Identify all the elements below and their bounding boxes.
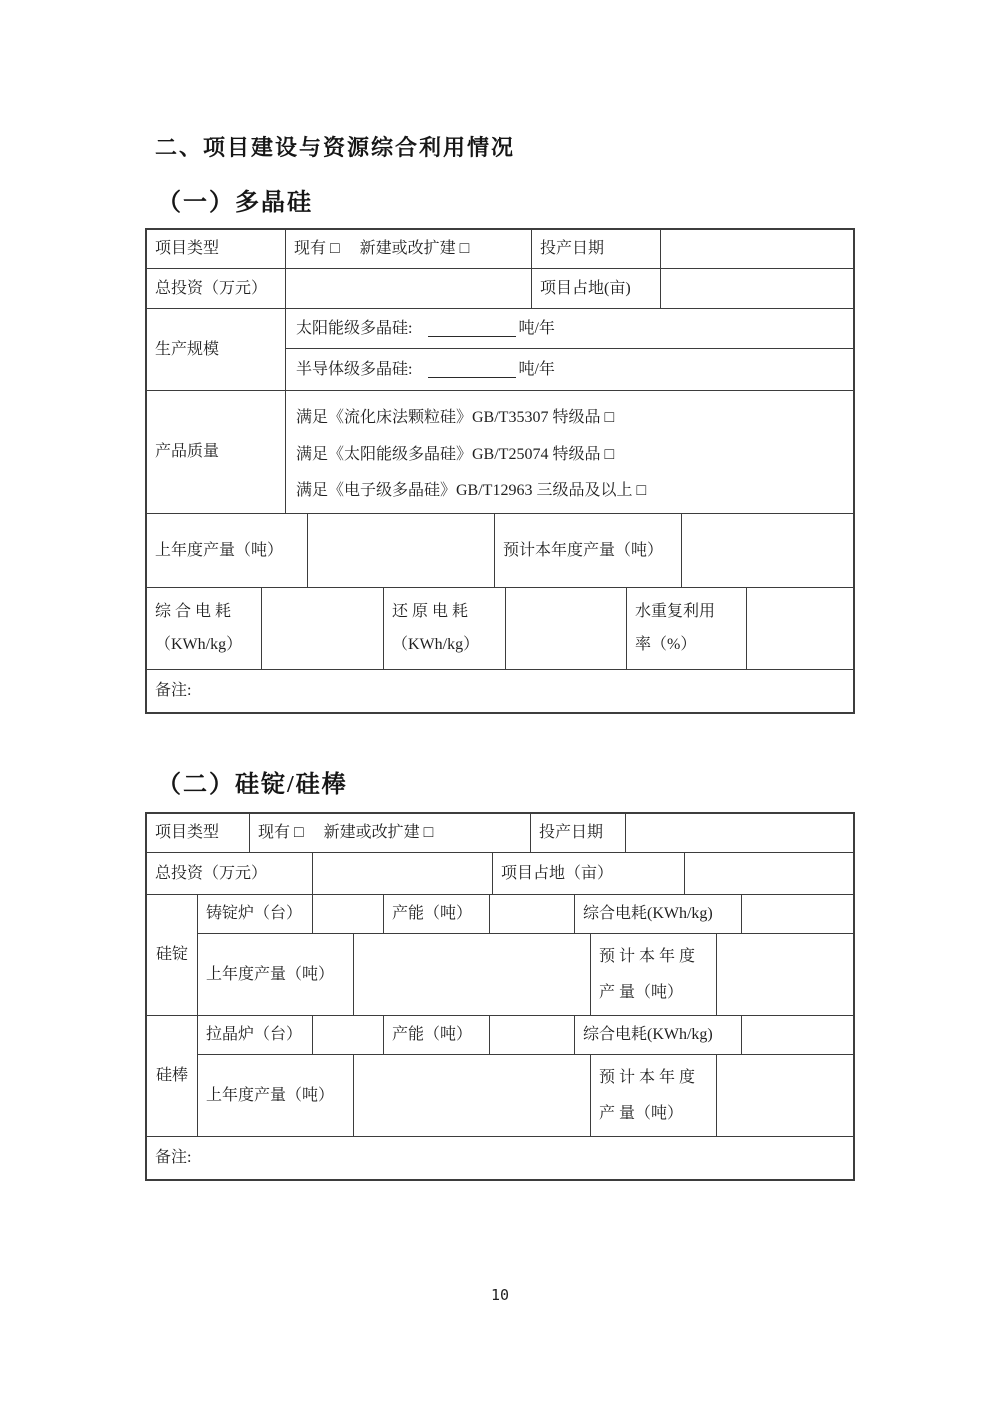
page-title: 二、项目建设与资源综合利用情况 xyxy=(155,135,516,160)
ingot-capacity-value-cell xyxy=(490,895,575,933)
ingot-band-label: 硅锭 xyxy=(147,895,198,1015)
ingot-band-content xyxy=(198,895,853,1015)
ingot-rod-table xyxy=(145,812,855,1181)
table-row xyxy=(147,853,853,895)
table-row xyxy=(198,895,853,934)
land-label: 项目占地（亩） xyxy=(493,853,685,894)
notes-label: 备注: xyxy=(155,682,192,700)
est-output-label: 预计本年度产量（吨） xyxy=(495,514,682,587)
product-quality-label: 产品质量 xyxy=(147,391,286,513)
comprehensive-energy-value-cell xyxy=(262,588,384,669)
project-type-label: 项目类型 xyxy=(147,230,286,268)
section2-title: （二）硅锭/硅棒 xyxy=(157,772,348,798)
ingot-est-output-line1: 预 计 本 年 度 xyxy=(599,947,696,965)
ingot-prev-output-value-cell xyxy=(354,934,591,1015)
investment-value-cell xyxy=(286,269,532,308)
ingot-est-output-value-cell xyxy=(717,934,853,1015)
solar-grade-cell xyxy=(286,309,853,348)
rod-band-content xyxy=(198,1016,853,1136)
rod-energy-value-cell xyxy=(742,1016,853,1054)
table-row xyxy=(147,514,853,588)
ingot-est-output-line2: 产 量（吨） xyxy=(599,983,684,1001)
product-quality-band xyxy=(147,391,853,514)
rod-est-output-line2: 产 量（吨） xyxy=(599,1104,684,1122)
polysilicon-table xyxy=(145,228,855,714)
section1-title: （一）多晶硅 xyxy=(157,190,313,216)
project-type-options: 现有 □ 新建或改扩建 □ xyxy=(286,230,532,268)
table-row xyxy=(147,1137,853,1179)
comprehensive-energy-line1: 综 合 电 耗 xyxy=(155,603,232,621)
land-value-cell xyxy=(661,269,853,308)
semiconductor-grade-cell xyxy=(286,349,853,390)
table-row xyxy=(147,588,853,670)
rod-est-output-label xyxy=(591,1055,717,1136)
rod-prev-output-label: 上年度产量（吨） xyxy=(198,1055,354,1136)
ingot-furnace-value-cell xyxy=(313,895,384,933)
semiconductor-grade-unit: 吨/年 xyxy=(518,360,555,378)
table-row xyxy=(198,1016,853,1055)
prev-year-output-label: 上年度产量（吨） xyxy=(147,514,308,587)
rod-capacity-value-cell xyxy=(490,1016,575,1054)
semiconductor-grade-label: 半导体级多晶硅: xyxy=(296,360,413,378)
land-label: 项目占地(亩) xyxy=(532,269,661,308)
quality-line-electronic: 满足《电子级多晶硅》GB/T12963 三级品及以上 □ xyxy=(296,481,647,499)
investment-label: 总投资（万元） xyxy=(147,853,313,894)
water-reuse-label xyxy=(627,588,747,669)
solar-grade-blank xyxy=(428,335,516,337)
product-quality-content xyxy=(286,391,853,513)
rod-capacity-label: 产能（吨） xyxy=(384,1016,490,1054)
table-row xyxy=(147,814,853,853)
production-date-label: 投产日期 xyxy=(532,230,661,268)
table-row xyxy=(147,269,853,309)
land-value-cell xyxy=(685,853,853,894)
rod-energy-label: 综合电耗(KWh/kg) xyxy=(575,1016,742,1054)
ingot-band xyxy=(147,895,853,1016)
quality-line-solar: 满足《太阳能级多晶硅》GB/T25074 特级品 □ xyxy=(296,445,615,463)
table-row xyxy=(147,670,853,712)
ingot-energy-value-cell xyxy=(742,895,853,933)
notes-label: 备注: xyxy=(155,1149,192,1167)
rod-est-output-value-cell xyxy=(717,1055,853,1136)
production-scale-content xyxy=(286,309,853,390)
comprehensive-energy-line2: （KWh/kg） xyxy=(155,636,243,654)
prev-year-output-value-cell xyxy=(308,514,495,587)
investment-value-cell xyxy=(313,853,493,894)
rod-furnace-value-cell xyxy=(313,1016,384,1054)
water-reuse-line2: 率（%） xyxy=(635,636,697,654)
reduction-energy-value-cell xyxy=(506,588,627,669)
production-scale-label: 生产规模 xyxy=(147,309,286,390)
production-scale-band xyxy=(147,309,853,391)
est-output-value-cell xyxy=(682,514,853,587)
project-type-label: 项目类型 xyxy=(147,814,250,852)
table-row xyxy=(286,309,853,349)
water-reuse-value-cell xyxy=(747,588,853,669)
rod-prev-output-value-cell xyxy=(354,1055,591,1136)
solar-grade-label: 太阳能级多晶硅: xyxy=(296,319,413,337)
reduction-energy-label xyxy=(384,588,506,669)
ingot-prev-output-label: 上年度产量（吨） xyxy=(198,934,354,1015)
investment-label: 总投资（万元） xyxy=(147,269,286,308)
table-row xyxy=(286,349,853,390)
ingot-capacity-label: 产能（吨） xyxy=(384,895,490,933)
rod-furnace-label: 拉晶炉（台） xyxy=(198,1016,313,1054)
page-number: 10 xyxy=(490,1286,510,1304)
production-date-value-cell xyxy=(626,814,853,852)
rod-band-label: 硅棒 xyxy=(147,1016,198,1136)
ingot-energy-label: 综合电耗(KWh/kg) xyxy=(575,895,742,933)
ingot-est-output-label xyxy=(591,934,717,1015)
solar-grade-unit: 吨/年 xyxy=(518,319,555,337)
rod-band xyxy=(147,1016,853,1137)
reduction-energy-line2: （KWh/kg） xyxy=(392,636,480,654)
table-row xyxy=(198,1055,853,1136)
semiconductor-grade-blank xyxy=(428,376,516,378)
production-date-value-cell xyxy=(661,230,853,268)
table-row xyxy=(147,230,853,269)
reduction-energy-line1: 还 原 电 耗 xyxy=(392,603,469,621)
ingot-furnace-label: 铸锭炉（台） xyxy=(198,895,313,933)
production-date-label: 投产日期 xyxy=(531,814,626,852)
water-reuse-line1: 水重复利用 xyxy=(635,603,716,621)
rod-est-output-line1: 预 计 本 年 度 xyxy=(599,1068,696,1086)
comprehensive-energy-label xyxy=(147,588,262,669)
project-type-options: 现有 □ 新建或改扩建 □ xyxy=(250,814,531,852)
table-row xyxy=(198,934,853,1015)
quality-line-granular: 满足《流化床法颗粒硅》GB/T35307 特级品 □ xyxy=(296,409,615,427)
